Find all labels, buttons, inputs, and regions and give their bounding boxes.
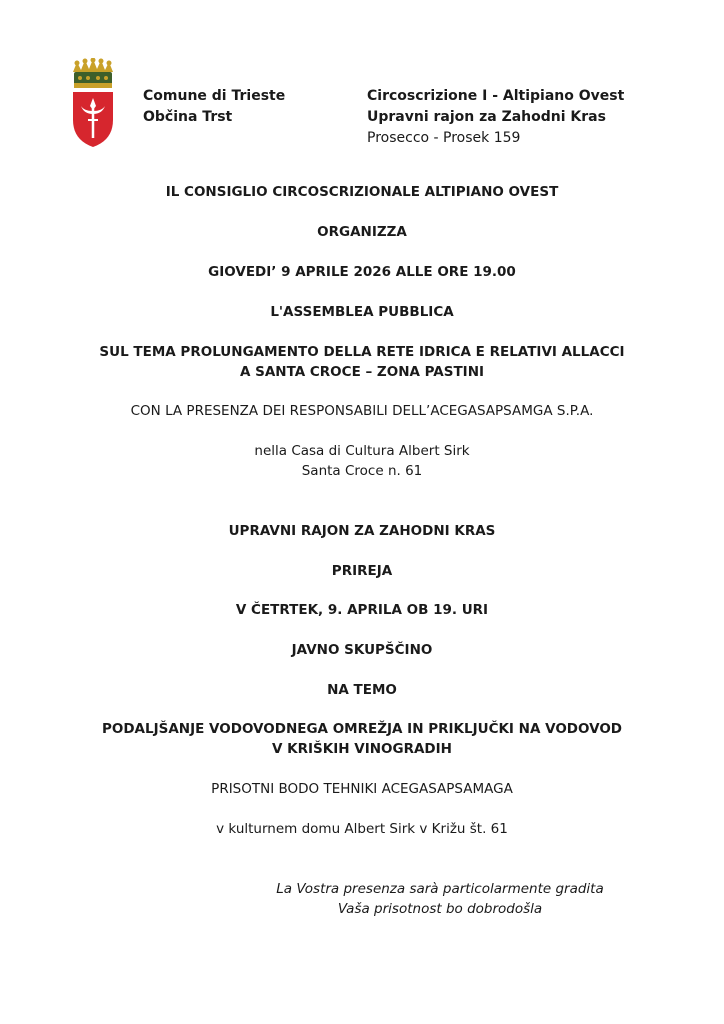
municipality-name-slovenian: Občina Trst (143, 109, 233, 125)
closing-italian: La Vostra presenza sarà particolarmente gradita (276, 881, 604, 897)
header-left (143, 86, 285, 128)
sl-presence: PRISOTNI BODO TEHNIKI ACEGASAPSAMAGA (211, 781, 513, 797)
sl-venue: v kulturnem domu Albert Sirk v Križu št. 61 (216, 821, 508, 837)
sl-topic-line1: PODALJŠANJE VODOVODNEGA OMREŽJA IN PRIKLJUČKI NA VODOVOD (101, 721, 623, 737)
sl-na-temo: NA TEMO (327, 682, 397, 698)
sl-topic-line2: V KRIŠKIH VINOGRADIH (272, 741, 452, 757)
it-organizza: ORGANIZZA (317, 224, 407, 240)
municipality-name-italian: Comune di Trieste (143, 88, 286, 104)
district-address: Prosecco - Prosek 159 (367, 130, 521, 146)
sl-assembly: JAVNO SKUPŠČINO (291, 642, 433, 658)
sl-date: V ČETRTEK, 9. APRILA OB 19. URI (235, 602, 489, 618)
it-topic-line1: SUL TEMA PROLUNGAMENTO DELLA RETE IDRICA E RELATIVI ALLACCI (99, 344, 625, 360)
it-council: IL CONSIGLIO CIRCOSCRIZIONALE ALTIPIANO OVEST (165, 184, 559, 200)
district-name-slovenian: Upravni rajon za Zahodni Kras (367, 109, 606, 125)
sl-prireja: PRIREJA (331, 563, 393, 579)
header-right (367, 86, 624, 149)
it-venue-line1: nella Casa di Cultura Albert Sirk (254, 443, 470, 459)
it-presence: CON LA PRESENZA DEI RESPONSABILI DELL’ACEGASAPSAMGA S.P.A. (130, 403, 594, 419)
it-venue-line2: Santa Croce n. 61 (301, 463, 423, 479)
trieste-coat-of-arms-icon (70, 58, 116, 148)
it-date: GIOVEDI’ 9 APRILE 2026 ALLE ORE 19.00 (208, 264, 516, 280)
it-topic-line2: A SANTA CROCE – ZONA PASTINI (239, 364, 485, 380)
district-name-italian: Circoscrizione I - Altipiano Ovest (367, 88, 625, 104)
it-assembly: L'ASSEMBLEA PUBBLICA (270, 304, 454, 320)
sl-council: UPRAVNI RAJON ZA ZAHODNI KRAS (228, 523, 496, 539)
closing-slovenian: Vaša prisotnost bo dobrodošla (337, 901, 543, 917)
